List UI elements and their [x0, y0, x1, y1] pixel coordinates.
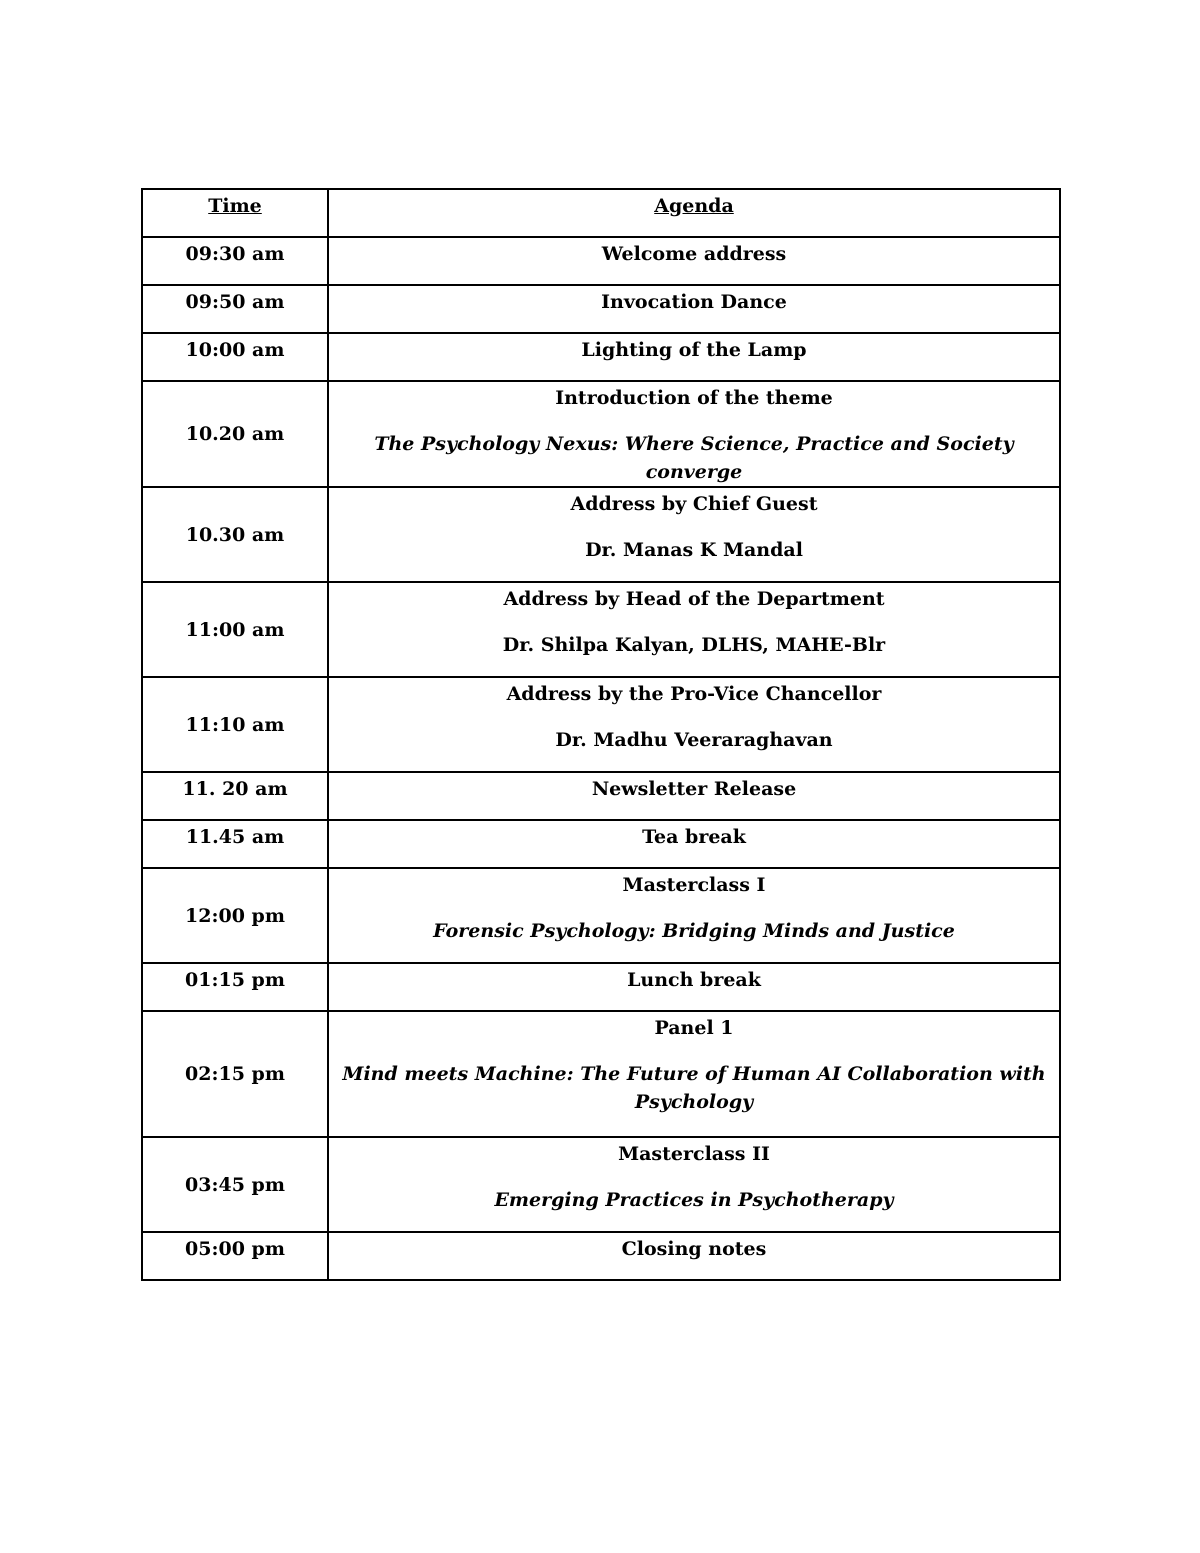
- time-cell: 10:00 am: [142, 333, 328, 381]
- agenda-speaker: Dr. Shilpa Kalyan, DLHS, MAHE-Blr: [502, 634, 886, 656]
- table-row: [142, 237, 1060, 285]
- time-cell: 01:15 pm: [142, 963, 328, 1011]
- agenda-title: Masterclass II: [618, 1143, 770, 1165]
- agenda-cell: Lunch break: [328, 963, 1060, 1011]
- table-row: [142, 677, 1060, 772]
- time-column-header: Time: [142, 189, 328, 237]
- agenda-column-header: Agenda: [328, 189, 1060, 237]
- table-row: [142, 1232, 1060, 1280]
- agenda-title: Address by Chief Guest: [570, 493, 818, 515]
- agenda-cell: [328, 1011, 1060, 1137]
- table-header-row: [142, 189, 1060, 237]
- agenda-cell: Welcome address: [328, 237, 1060, 285]
- table-row: [142, 772, 1060, 820]
- agenda-cell: Invocation Dance: [328, 285, 1060, 333]
- agenda-cell: [328, 487, 1060, 582]
- agenda-subtitle: Emerging Practices in Psychotherapy: [494, 1189, 894, 1211]
- time-cell: 05:00 pm: [142, 1232, 328, 1280]
- agenda-cell: Closing notes: [328, 1232, 1060, 1280]
- time-cell: 10.30 am: [142, 487, 328, 582]
- agenda-cell: [328, 582, 1060, 677]
- time-cell: 09:50 am: [142, 285, 328, 333]
- time-cell: 11.45 am: [142, 820, 328, 868]
- agenda-cell: Lighting of the Lamp: [328, 333, 1060, 381]
- time-cell: 11:00 am: [142, 582, 328, 677]
- agenda-subtitle: The Psychology Nexus: Where Science, Practice and Society converge: [374, 433, 1014, 483]
- agenda-cell: Tea break: [328, 820, 1060, 868]
- time-cell: 11:10 am: [142, 677, 328, 772]
- table-row: [142, 820, 1060, 868]
- agenda-subtitle: Forensic Psychology: Bridging Minds and Justice: [433, 920, 955, 942]
- agenda-speaker: Dr. Madhu Veeraraghavan: [555, 729, 833, 751]
- time-cell: 12:00 pm: [142, 868, 328, 963]
- table-row: [142, 963, 1060, 1011]
- agenda-title: Introduction of the theme: [555, 387, 833, 409]
- agenda-cell: [328, 1137, 1060, 1232]
- time-cell: 02:15 pm: [142, 1011, 328, 1137]
- table-row: [142, 487, 1060, 582]
- agenda-title: Panel 1: [654, 1017, 734, 1039]
- agenda-cell: Newsletter Release: [328, 772, 1060, 820]
- agenda-title: Address by the Pro-Vice Chancellor: [506, 683, 882, 705]
- table-row: [142, 582, 1060, 677]
- time-cell: 03:45 pm: [142, 1137, 328, 1232]
- agenda-title: Masterclass I: [622, 874, 766, 896]
- agenda-subtitle: Mind meets Machine: The Future of Human AI Collaboration with Psychology: [342, 1063, 1046, 1113]
- agenda-cell: [328, 677, 1060, 772]
- time-cell: 10.20 am: [142, 381, 328, 487]
- agenda-speaker: Dr. Manas K Mandal: [585, 539, 803, 561]
- table-row: [142, 1137, 1060, 1232]
- table-row: [142, 868, 1060, 963]
- agenda-table: [141, 188, 1061, 1281]
- table-row: [142, 285, 1060, 333]
- agenda-cell: [328, 868, 1060, 963]
- agenda-title: Address by Head of the Department: [503, 588, 885, 610]
- table-row: [142, 381, 1060, 487]
- time-cell: 11. 20 am: [142, 772, 328, 820]
- agenda-cell: [328, 381, 1060, 487]
- table-row: [142, 1011, 1060, 1137]
- time-cell: 09:30 am: [142, 237, 328, 285]
- table-row: [142, 333, 1060, 381]
